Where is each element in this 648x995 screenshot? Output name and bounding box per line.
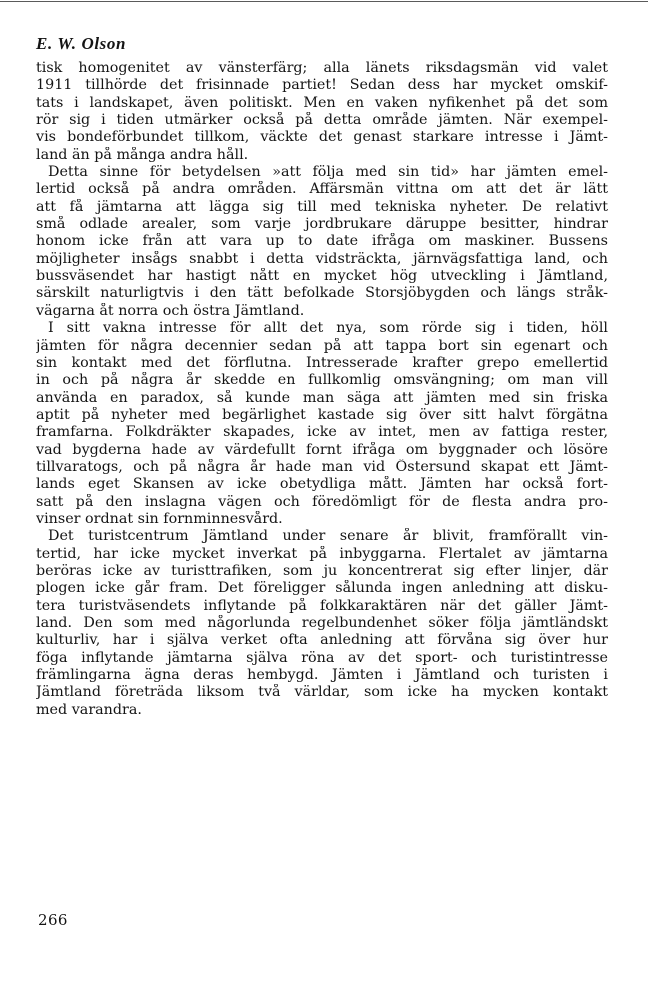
text-line: bussväsendet har hastigt nått en mycket hög utveckling i Jämtland, (36, 268, 608, 285)
text-line: tisk homogenitet av vänsterfärg; alla länets riksdagsmän vid valet (36, 60, 608, 76)
top-rule (0, 1, 648, 2)
text-line: vinser ordnat sin fornminnesvård. (36, 510, 283, 527)
text-line: små odlade arealer, som varje jordbrukare däruppe besitter, hindrar (36, 216, 608, 233)
paragraph-4 (36, 528, 608, 719)
running-head: E. W. Olson (36, 34, 127, 53)
text-line: att få jämtarna att lägga sig till med tekniska nyheter. De relativt (36, 198, 608, 215)
text-line: särskilt naturligtvis i den tätt befolkade Storsjöbygden och längs stråk- (36, 285, 608, 302)
text-line: lertid också på andra områden. Affärsmän vittna om att det är lätt (36, 181, 608, 198)
text-line: med varandra. (36, 701, 142, 718)
text-line: kulturliv, har i själva verket ofta anledning att förvåna sig över hur (36, 632, 608, 649)
text-line: tillvaratogs, och på några år hade man vid Östersund skapat ett Jämt- (36, 458, 608, 475)
text-line: honom icke från att vara up to date ifråga om maskiner. Bussens (36, 233, 608, 250)
text-line: I sitt vakna intresse för allt det nya, som rörde sig i tiden, höll (48, 320, 608, 337)
text-line: använda en paradox, så kunde man säga att jämten med sin friska (36, 389, 608, 406)
text-line: tertid, har icke mycket inverkat på inbyggarna. Flertalet av jämtarna (36, 545, 608, 562)
text-line: jämten för några decennier sedan på att tappa bort sin egenart och (36, 337, 608, 354)
text-line: vägarna åt norra och östra Jämtland. (36, 302, 305, 319)
paragraph-3 (36, 320, 608, 528)
text-line: föga inflytande jämtarna själva röna av det sport- och turistintresse (36, 649, 608, 666)
text-line: Jämtland företräda liksom två världar, som icke ha mycken kontakt (36, 684, 608, 701)
text-line: framfarna. Folkdräkter skapades, icke av intet, men av fattiga rester, (36, 424, 608, 441)
text-line: möjligheter insågs snabbt i detta vidsträckta, järnvägsfattiga land, och (36, 250, 608, 267)
page-number: 266 (38, 911, 68, 929)
text-line: vis bondeförbundet tillkom, väckte det genast starkare intresse i Jämt- (36, 129, 608, 146)
text-line: satt på den inslagna vägen och föredömligt för de flesta andra pro- (36, 493, 608, 510)
text-line: 1911 tillhörde det frisinnade partiet! Sedan dess har mycket omskif- (36, 77, 608, 94)
text-line: aptit på nyheter med begärlighet kastade sig över sitt halvt förgätna (36, 406, 608, 423)
text-line: land än på många andra håll. (36, 146, 249, 163)
text-line: vad bygderna hade av värdefullt fornt ifråga om byggnader och lösöre (36, 441, 608, 458)
text-line: tera turistväsendets inflytande på folkkaraktären när det gäller Jämt- (36, 597, 608, 614)
text-line: Det turistcentrum Jämtland under senare år blivit, framförallt vin- (48, 528, 608, 545)
text-line: främlingarna ägna deras hembygd. Jämten i Jämtland och turisten i (36, 667, 608, 684)
text-line: tats i landskapet, även politiskt. Men en vaken nyfikenhet på det som (36, 94, 608, 111)
text-line: in och på några år skedde en fullkomlig omsvängning; om man vill (36, 372, 608, 389)
text-line: land. Den som med någorlunda regelbundenhet söker följa jämtländskt (36, 615, 608, 631)
paragraph-2 (36, 164, 608, 320)
body-text (36, 60, 608, 719)
paragraph-1 (36, 60, 608, 164)
text-line: sin kontakt med det förflutna. Intresserade krafter grepo emellertid (36, 354, 608, 371)
text-line: plogen icke går fram. Det föreligger sålunda ingen anledning att disku- (36, 580, 608, 597)
text-line: beröras icke av turisttrafiken, som ju koncentrerat sig efter linjer, där (36, 562, 608, 579)
text-line: rör sig i tiden utmärker också på detta område jämten. När exempel- (36, 112, 608, 129)
text-line: lands eget Skansen av icke obetydliga mått. Jämten har också fort- (36, 476, 608, 493)
text-line: Detta sinne för betydelsen »att följa med sin tid» har jämten emel- (48, 164, 608, 181)
